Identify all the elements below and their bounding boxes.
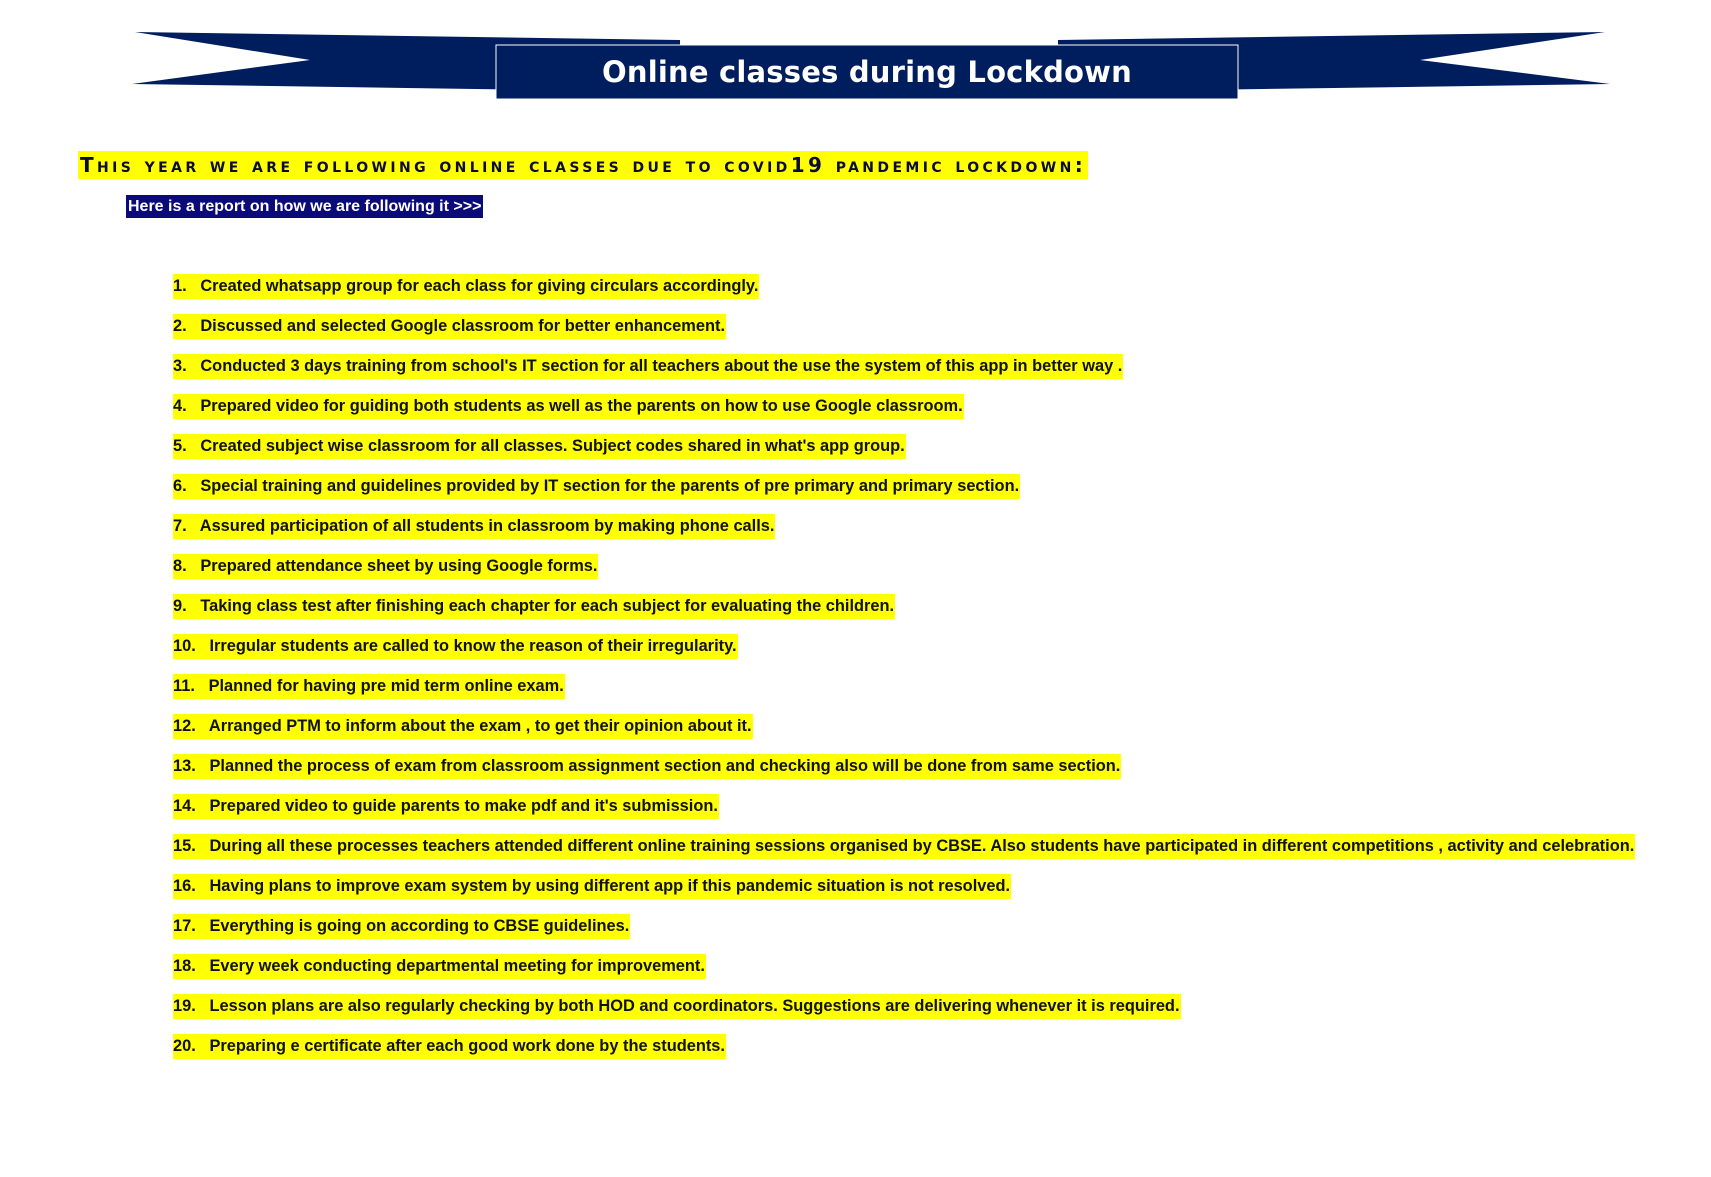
list-item-text [173, 874, 1011, 899]
list-item-label: Planned for having pre mid term online exam. [208, 677, 564, 695]
list-item-label: Having plans to improve exam system by using different app if this pandemic situation is not resolved. [209, 877, 1011, 895]
list-item-label: During all these processes teachers attended different online training sessions organised by CBSE. Also students have participated in different competitions , activity and celebration. [209, 837, 1635, 855]
list-item-text [173, 274, 759, 299]
list-item-text [173, 994, 1181, 1019]
list-item-number: 16. [173, 877, 196, 895]
list-item-number: 15. [173, 837, 196, 855]
list-item-text [173, 914, 630, 939]
list-item-number: 12. [173, 717, 196, 735]
list-item [173, 714, 1635, 754]
list-item-number: 14. [173, 797, 196, 815]
list-item-label: Every week conducting departmental meeting for improvement. [209, 957, 705, 975]
list-item-text [173, 954, 706, 979]
list-item [173, 394, 1635, 434]
list-item-label: Prepared video for guiding both students as well as the parents on how to use Google classroom. [200, 397, 963, 415]
list-item [173, 1034, 1635, 1074]
list-item-text [173, 754, 1121, 779]
list-item-text [173, 434, 906, 459]
list-item [173, 874, 1635, 914]
list-item [173, 794, 1635, 834]
list-item-text [173, 794, 719, 819]
list-item-text [173, 714, 753, 739]
list-item-number: 13. [173, 757, 196, 775]
list-item-label: Lesson plans are also regularly checking by both HOD and coordinators. Suggestions are delivering whenever it is required. [209, 997, 1180, 1015]
list-item-number: 9. [173, 597, 187, 615]
list-item-number: 17. [173, 917, 196, 935]
list-item [173, 314, 1635, 354]
list-item-number: 8. [173, 557, 187, 575]
list-item [173, 474, 1635, 514]
list-item-text [173, 834, 1635, 859]
list-item-number: 1. [173, 277, 187, 295]
list-item-label: Prepared video to guide parents to make pdf and it's submission. [209, 797, 718, 815]
list-item-number: 2. [173, 317, 187, 335]
list-item [173, 834, 1635, 874]
list-item-label: Special training and guidelines provided by IT section for the parents of pre primary and primary section. [200, 477, 1020, 495]
list-item [173, 434, 1635, 474]
list-item-number: 20. [173, 1037, 196, 1055]
list-item-label: Preparing e certificate after each good work done by the students. [209, 1037, 725, 1055]
list-item-number: 7. [173, 517, 187, 535]
list-item-label: Planned the process of exam from classroom assignment section and checking also will be done from same section. [209, 757, 1121, 775]
list-item-number: 10. [173, 637, 196, 655]
list-item-number: 11. [173, 677, 195, 695]
list-item [173, 514, 1635, 554]
report-list [173, 274, 1635, 1074]
subheading: This year we are following online classes due to covid19 pandemic lockdown: [80, 153, 1087, 177]
page-title: Online classes during Lockdown [602, 55, 1132, 89]
list-item [173, 594, 1635, 634]
list-item-number: 18. [173, 957, 196, 975]
list-item [173, 554, 1635, 594]
list-item-number: 19. [173, 997, 196, 1015]
list-item-text [173, 394, 964, 419]
list-item-text [173, 674, 565, 699]
list-item-text [173, 634, 738, 659]
list-item [173, 674, 1635, 714]
report-link[interactable]: Here is a report on how we are following it >>> [126, 195, 483, 218]
list-item-label: Prepared attendance sheet by using Google forms. [200, 557, 598, 575]
list-item [173, 754, 1635, 794]
list-item-label: Created subject wise classroom for all classes. Subject codes shared in what's app group. [200, 437, 905, 455]
list-item-label: Assured participation of all students in classroom by making phone calls. [199, 517, 775, 535]
list-item-text [173, 314, 726, 339]
list-item-label: Irregular students are called to know the reason of their irregularity. [209, 637, 737, 655]
list-item [173, 914, 1635, 954]
list-item-number: 4. [173, 397, 187, 415]
list-item-label: Taking class test after finishing each chapter for each subject for evaluating the children. [200, 597, 895, 615]
list-item-text [173, 514, 775, 539]
list-item [173, 634, 1635, 674]
list-item [173, 994, 1635, 1034]
list-item-number: 6. [173, 477, 187, 495]
list-item-label: Conducted 3 days training from school's IT section for all teachers about the use the system of this app in better way . [200, 357, 1123, 375]
list-item [173, 354, 1635, 394]
list-item-label: Arranged PTM to inform about the exam , to get their opinion about it. [208, 717, 752, 735]
list-item-text [173, 474, 1020, 499]
list-item [173, 954, 1635, 994]
list-item-text [173, 354, 1123, 379]
list-item [173, 274, 1635, 314]
list-item-number: 3. [173, 357, 187, 375]
list-item-text [173, 594, 895, 619]
list-item-label: Discussed and selected Google classroom for better enhancement. [200, 317, 726, 335]
list-item-number: 5. [173, 437, 187, 455]
list-item-text [173, 1034, 726, 1059]
list-item-label: Everything is going on according to CBSE guidelines. [209, 917, 630, 935]
list-item-text [173, 554, 598, 579]
list-item-label: Created whatsapp group for each class for giving circulars accordingly. [200, 277, 759, 295]
